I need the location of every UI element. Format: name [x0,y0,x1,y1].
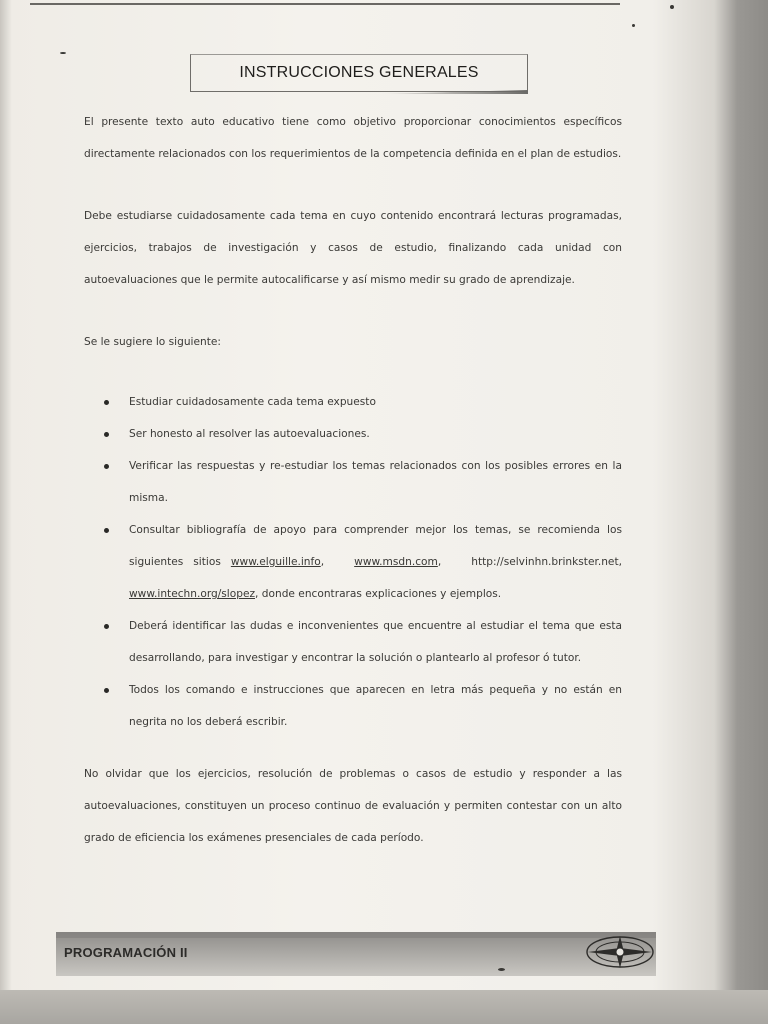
link-brinkster[interactable]: http://selvinhn.brinkster.net [471,556,619,568]
list-item [84,386,622,418]
bullet-icon [104,688,109,693]
scan-speck [670,5,674,9]
title-box [190,54,528,92]
bullet-icon [104,464,109,469]
suggestion-lead: Se le sugiere lo siguiente: [84,336,221,348]
list-item-text: Consultar bibliografía de apoyo para comprender mejor los temas, se recomienda los siguientes sitios [129,524,622,568]
link-elguille[interactable]: www.elguille.info [230,556,321,568]
list-item-text: Deberá identificar las dudas e inconvenientes que encuentre al estudiar el tema que esta desarrollando, para investigar y encontrar la solución o plantearlo al profesor ó tutor. [129,620,622,664]
list-item [84,450,622,514]
link-msdn[interactable]: www.msdn.com [354,556,438,568]
suggestion-list [84,386,622,738]
list-item [84,610,622,674]
page-left-shadow [0,0,12,1024]
compass-rose-emblem-icon [584,934,656,970]
list-item-text: Ser honesto al resolver las autoevaluaciones. [129,428,370,440]
list-item-text: Verificar las respuestas y re-estudiar los temas relacionados con los posibles errores en la misma. [129,460,622,504]
scan-speck [60,52,66,54]
scan-speck [498,968,505,971]
bullet-icon [104,624,109,629]
list-item [84,674,622,738]
top-rule [30,3,620,5]
bullet-icon [104,432,109,437]
intro-paragraph: El presente texto auto educativo tiene como objetivo proporcionar conocimientos específicos directamente relacionados con los requerimientos de la competencia definida en el plan de estudios. [84,116,622,160]
closing-paragraph: No olvidar que los ejercicios, resolución de problemas o casos de estudio y responder a las autoevaluaciones, constituyen un proceso continuo de evaluación y permiten contestar con un alto grado de eficiencia los exámenes presenciales de cada período. [84,768,622,844]
scan-bottom-band [0,990,768,1024]
title-underline-accent [378,90,528,94]
scan-speck [632,24,635,27]
footer-course-title: PROGRAMACIÓN II [64,945,188,960]
list-item-text: Estudiar cuidadosamente cada tema expuesto [129,396,376,408]
study-paragraph: Debe estudiarse cuidadosamente cada tema en cuyo contenido encontrará lecturas programadas, ejercicios, trabajos de investigación y casos de estudio, finalizando cada unidad con autoevaluaciones que le permite autocalificarse y así mismo medir su grado de aprendizaje. [84,210,622,286]
list-item: Consultar bibliografía de apoyo para comprender mejor los temas, se recomienda los siguientes sitios www.elguille.info, www.msdn.com, http://selvinhn.brinkster.net, www.intechn.org/slopez, donde encontraras explicaciones y ejemplos. [84,514,622,610]
link-intechn[interactable]: www.intechn.org/slopez [129,588,256,600]
page-title: INSTRUCCIONES GENERALES [239,64,479,81]
bullet-icon [104,528,109,533]
bullet-icon [104,400,109,405]
list-item-text: Todos los comando e instrucciones que aparecen en letra más pequeña y no están en negrita no los deberá escribir. [129,684,622,728]
list-item [84,418,622,450]
list-item-text-end: donde encontraras explicaciones y ejemplos. [258,588,502,600]
